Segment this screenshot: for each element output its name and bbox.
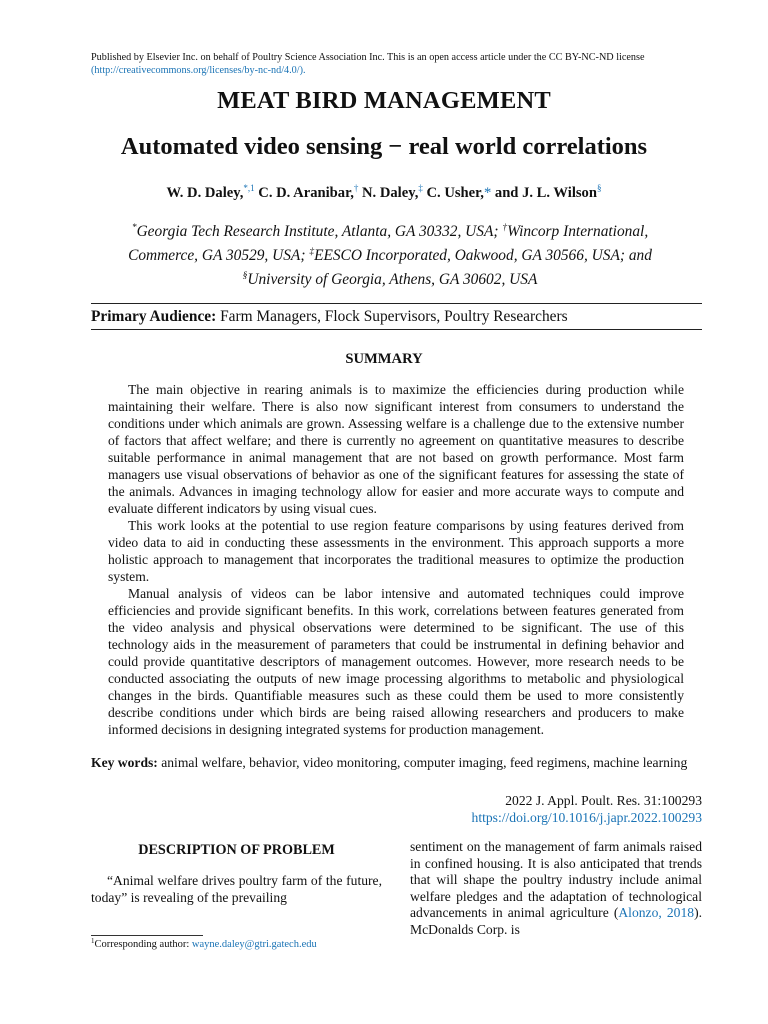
author-mark[interactable]: § <box>596 183 602 193</box>
summary-paragraph: This work looks at the potential to use region feature comparisons by using features derived from video data to aid in conducting these assessments in the environment. This approach supports a more holistic approach to management that incorporates the traditional measures to optimize the production system. <box>108 518 684 584</box>
license-link[interactable]: (http://creativecommons.org/licenses/by-nc-nd/4.0/). <box>91 65 306 76</box>
license-notice <box>91 51 691 77</box>
body-paragraph: “Animal welfare drives poultry farm of the future, today” is revealing of the prevailing <box>91 873 382 905</box>
body-text: ). McDonalds Corp. is <box>410 905 702 937</box>
affiliation-mark: ‡ <box>309 247 315 257</box>
section-heading: DESCRIPTION OF PROBLEM <box>138 842 335 858</box>
section-label: MEAT BIRD MANAGEMENT <box>217 87 551 114</box>
author-name: N. Daley, <box>358 185 419 201</box>
affiliation-mark: * <box>131 223 137 233</box>
keywords-text: animal welfare, behavior, video monitoring, computer imaging, feed regimens, machine learning <box>157 755 688 770</box>
author-mark[interactable]: *,1 <box>243 183 255 193</box>
author-name: C. Usher, <box>422 185 484 201</box>
journal-reference: 2022 J. Appl. Poult. Res. 31:100293 <box>505 793 702 808</box>
keywords <box>91 754 691 772</box>
affiliation-text: EESCO Incorporated, Oakwood, GA 30566, USA; and <box>314 247 652 264</box>
summary-body <box>108 381 684 738</box>
keywords-label: Key words: <box>91 755 158 770</box>
email-link[interactable]: wayne.daley@gtri.gatech.edu <box>191 939 317 950</box>
footnote <box>91 937 317 950</box>
author-name: C. D. Aranibar, <box>254 185 354 201</box>
author-mark[interactable]: * <box>483 185 492 201</box>
footnote-mark: 1 <box>91 937 95 945</box>
footnote-divider <box>91 935 203 936</box>
author-list <box>0 183 768 202</box>
citation <box>472 792 702 826</box>
right-column <box>410 839 702 938</box>
divider <box>91 329 702 330</box>
author-name: and J. L. Wilson <box>491 185 597 201</box>
affiliation-mark: † <box>502 223 508 233</box>
divider <box>91 303 702 304</box>
summary-paragraph: Manual analysis of videos can be labor intensive and automated techniques could improve efficiencies and provide significant benefits. In this work, correlations between features generated from the video analysis and physical observations were determined to be significant. The use of this technology aids in the measurement of parameters that could be instrumental in defining behavior and could provide quantitative descriptors of management outcomes. However, more research needs to be conducted associating the outputs of new image processing algorithms to metabolic and physiological changes in the birds. Quantifiable measures such as these could them be used to more consistently describe conditions under which birds are being raised allowing researchers and producers to make informed decisions in designing integrated systems for production management. <box>108 586 684 737</box>
doi-link[interactable]: https://doi.org/10.1016/j.japr.2022.100293 <box>471 810 702 825</box>
article-title: Automated video sensing − real world correlations <box>120 133 648 160</box>
affiliation-text: Georgia Tech Research Institute, Atlanta, GA 30332, USA; <box>136 223 503 240</box>
author-mark[interactable]: ‡ <box>418 183 423 193</box>
affiliations <box>95 218 685 290</box>
footnote-label: Corresponding author: <box>94 939 192 950</box>
author-mark[interactable]: † <box>353 183 359 193</box>
affiliation-text: Wincorp International, Commerce, GA 30529, USA; <box>128 223 649 264</box>
affiliation-text: University of Georgia, Athens, GA 30602, USA <box>247 271 538 288</box>
primary-audience <box>91 308 568 326</box>
summary-heading: SUMMARY <box>345 351 423 367</box>
author-name: W. D. Daley, <box>166 185 244 201</box>
audience-text: Farm Managers, Flock Supervisors, Poultry Researchers <box>216 308 568 325</box>
audience-label: Primary Audience: <box>91 308 217 325</box>
body-text: sentiment on the management of farm animals raised in confined housing. It is also anticipated that trends that will shape the poultry industry include animal welfare pledges and the adaptation of technological advancements in animal agriculture ( <box>410 839 702 920</box>
summary-paragraph: The main objective in rearing animals is to maximize the efficiencies during production while maintaining their welfare. There is also now significant interest from consumers to understand the conditions under which animals are grown. Assessing welfare is a challenge due to the extensive number of factors that affect welfare; and there is currently no agreement on quantitative measures to describe suitable performance in animal management that are not based on growth performance. Most farm managers use visual observations of behavior as one of the significant features for assessing the state of the animals. Advances in imaging technology allow for easier and more accurate ways to compute and evaluate different indicators by using visual cues. <box>108 382 684 516</box>
body-paragraph <box>410 839 702 938</box>
license-text: Published by Elsevier Inc. on behalf of Poultry Science Association Inc. This is an open access article under the CC BY-NC-ND license <box>91 52 645 63</box>
affiliation-mark: § <box>242 271 248 281</box>
left-column <box>91 842 382 906</box>
reference-link[interactable]: Alonzo, 2018 <box>618 905 695 920</box>
